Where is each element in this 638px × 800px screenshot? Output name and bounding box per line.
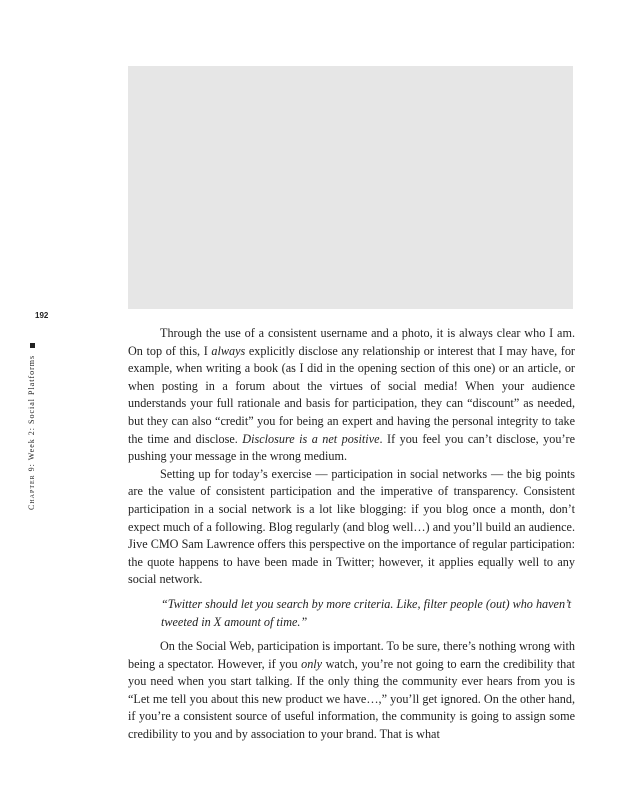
body-text: [128, 325, 575, 744]
paragraph-exercise: Setting up for today’s exercise — participation in social networks — the big points are the value of consistent participation and the imperative of transparency. Consistent participation in a social network is a lot like blogging: if you blog once a month, don’t expect much of a following. Blog regularly (and blog well…) and you’ll build an audience. Jive CMO Sam Lawrence offers this perspective on the importance of regular participation: the quote happens to have been made in Twitter; however, it applies equally well to any social network.: [128, 466, 575, 587]
paragraph-text: On the Social Web, participation is important. To be sure, there’s nothing wrong with being a spectator. However, if you: [128, 639, 575, 671]
paragraph-disclosure: [128, 325, 575, 466]
block-quote: “Twitter should let you search by more criteria. Like, filter people (out) who haven’t tweeted in X amount of time.”: [161, 596, 572, 629]
emphasis: always: [211, 343, 246, 358]
paragraph-participation: [128, 638, 575, 744]
paragraph-text: . If you feel you can’t disclose, you’re pushing your message in the wrong medium.: [128, 431, 575, 464]
paragraph-text: Through the use of a consistent username and a photo, it is always clear who I am. On top of this, I: [128, 326, 575, 358]
figure-placeholder: [128, 66, 573, 309]
square-bullet-icon: [30, 343, 35, 348]
paragraph-text: watch, you’re not going to earn the credibility that you need when you start talking. If the only thing the community ever hears from you is “Let me tell you about this new product we have…,” you’ll get ignored. On the other hand, if you’re a consistent source of useful information, the community is going to assign some credibility to you and by association to your brand. That is what: [128, 656, 575, 742]
running-head-chapter: Chapter 9:: [27, 463, 36, 510]
paragraph-text: explicitly disclose any relationship or interest that I may have, for example, when writing a book (as I did in the opening section of this one) or an article, or when posting in a forum about the virtues of social media! When your audience understands your full rationale and basis for participation, they can “discount” as needed, but they can also “credit” you for being an expert and having the personal integrity to take the time and disclose.: [128, 343, 575, 446]
page-number: 192: [35, 311, 49, 320]
emphasis: Disclosure is a net positive: [242, 431, 380, 446]
emphasis: only: [301, 656, 323, 671]
running-head-section: Week 2: Social Platforms: [27, 354, 36, 461]
running-head: [27, 343, 36, 510]
